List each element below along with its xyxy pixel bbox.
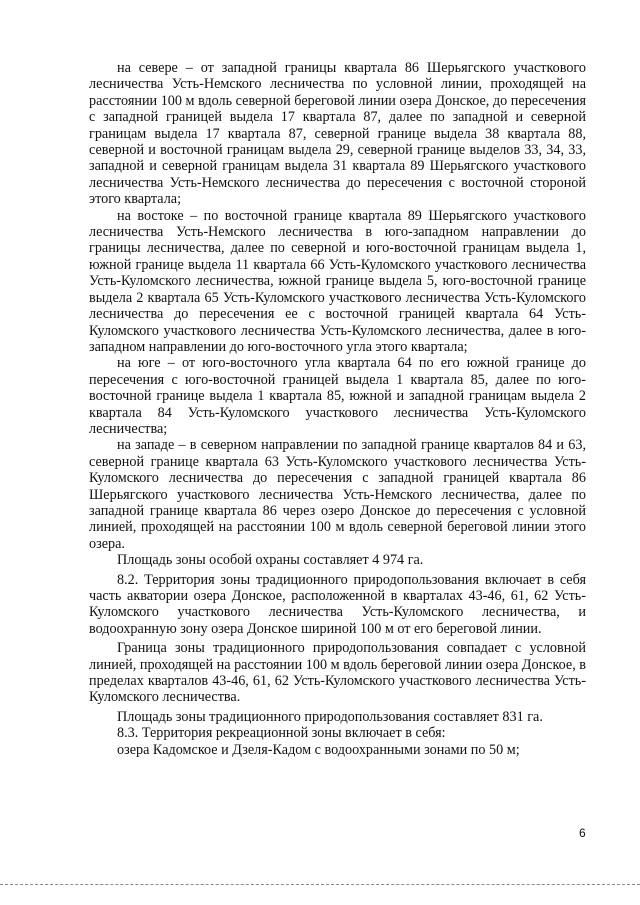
bottom-scan-line xyxy=(0,884,640,885)
paragraph-special-protection-area: Площадь зоны особой охраны составляет 4 974 га. xyxy=(117,552,424,569)
paragraph-traditional-use-area: Площадь зоны традиционного природопользования составляет 831 га. xyxy=(117,708,543,725)
paragraph-north-boundary: на севере – от западной границы квартала 86 Шерьягского участкового лесничества Усть-Немского лесничества по условной линии, проходящей на расстоянии 100 м вдоль северной береговой линии озера Донское, до пересечения с западной границей выдела 17 квартала 87, далее по западной и северной границам выдела 17 квартала 87, северной границе выдела 38 квартала 88, северной и восточной границам выдела 29, северной границе выделов 33, 34, 33, западной и северной границам выдела 31 квартала 89 Шерьягского участкового лесничества Усть-Немского лесничества до пересечения с восточной стороной этого квартала; xyxy=(89,60,586,208)
paragraph-8-3: 8.3. Территория рекреационной зоны включает в себя: xyxy=(117,725,446,742)
paragraph-south-boundary: на юге – от юго-восточного угла квартала 64 по его южной границе до пересечения с юго-восточной границей выдела 1 квартала 85, далее по юго-восточной границе выдела 1 квартала 85, южной и западной границам выдела 2 квартала 84 Усть-Куломского участкового лесничества Усть-Куломского лесничества; xyxy=(89,355,586,437)
document-body xyxy=(89,60,586,758)
paragraph-west-boundary: на западе – в северном направлении по западной границе кварталов 84 и 63, северной границе квартала 63 Усть-Куломского участкового лесничества Усть-Куломского лесничества до пересечения с западной границей квартала 86 Шерьягского участкового лесничества Усть-Немского лесничества, далее по западной границе квартала 86 через озеро Донское до пересечения с условной линией, проходящей на расстоянии 100 м вдоль северной береговой линии этого озера. xyxy=(89,437,586,552)
page-number: 6 xyxy=(579,826,586,840)
paragraph-east-boundary: на востоке – по восточной границе квартала 89 Шерьягского участкового лесничества Усть-Немского лесничества в юго-западном направлении до границы лесничества, далее по северной и юго-восточной границам выдела 1, южной границе выдела 11 квартала 66 Усть-Куломского участкового лесничества Усть-Куломского лесничества, южной границе выдела 5, юго-восточной границе выдела 2 квартала 65 Усть-Куломского участкового лесничества Усть-Куломского лесничества до пересечения ее с восточной границей квартала 64 Усть-Куломского участкового лесничества Усть-Куломского лесничества, далее в юго-западном направлении до юго-восточного угла этого квартала; xyxy=(89,207,586,355)
paragraph-traditional-use-boundary: Граница зоны традиционного природопользования совпадает с условной линией, проходящей на расстоянии 100 м вдоль береговой линии озера Донское, в пределах кварталов 43-46, 61, 62 Усть-Куломского участкового лесничества Усть-Куломского лесничества. xyxy=(89,640,586,706)
paragraph-recreation-lakes: озера Кадомское и Дзеля-Кадом с водоохранными зонами по 50 м; xyxy=(117,741,520,758)
paragraph-8-2: 8.2. Территория зоны традиционного природопользования включает в себя часть акватории озера Донское, расположенной в кварталах 43-46, 61, 62 Усть-Куломского участкового лесничества Усть-Куломского лесничества, и водоохранную зону озера Донское шириной 100 м от его береговой линии. xyxy=(89,571,586,637)
